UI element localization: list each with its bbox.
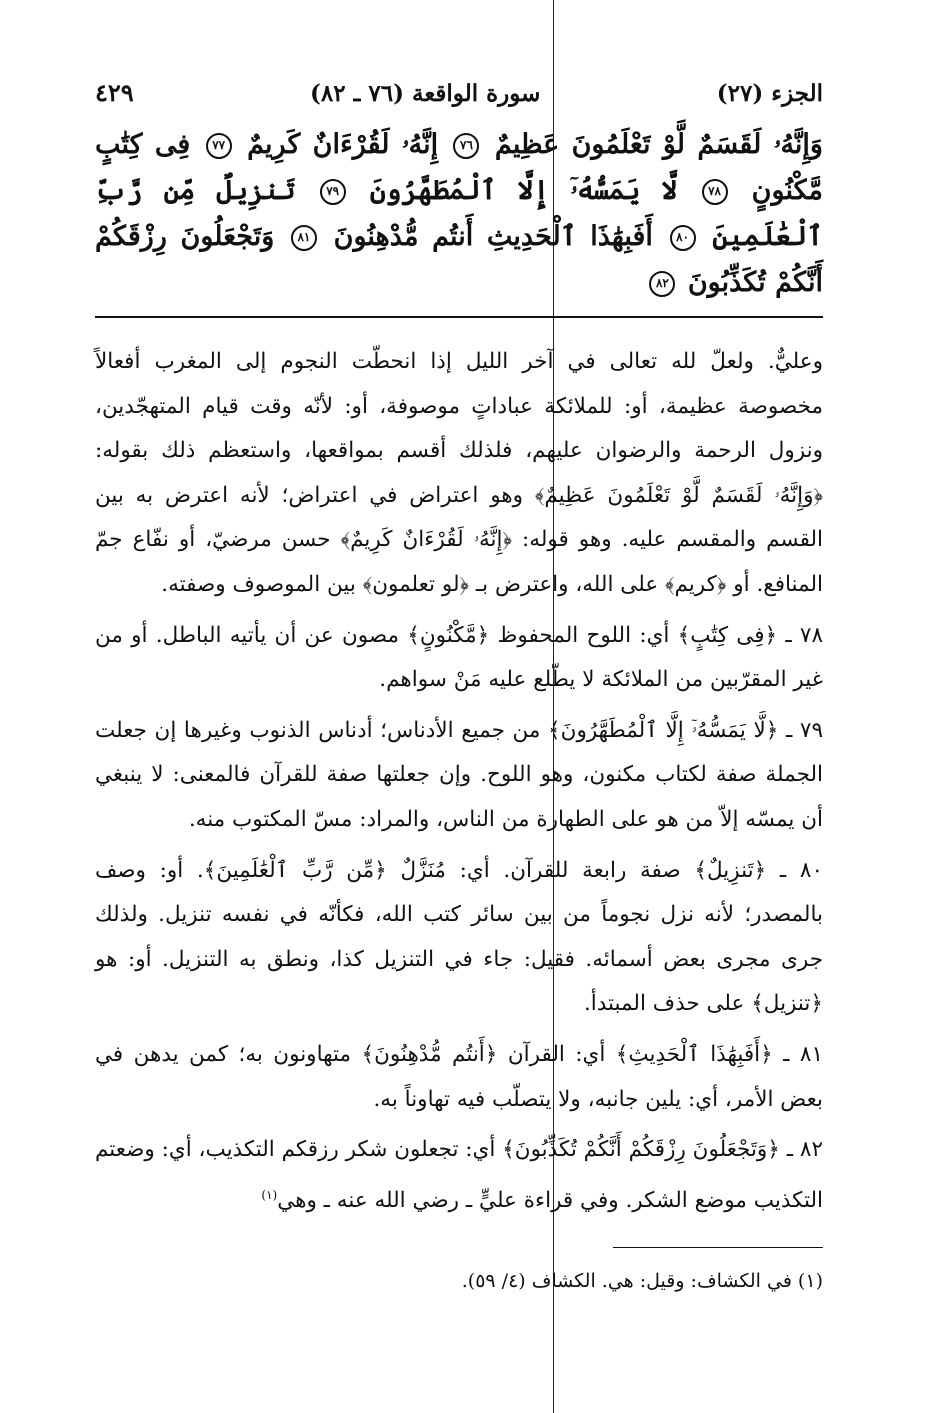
- ayah-number-mark: ٧٨: [702, 179, 728, 205]
- ayah-number-mark: ٨٢: [649, 271, 675, 297]
- verse-text: وَإِنَّهُۥ لَقَسَمٌ لَّوْ تَعْلَمُونَ عَظِيمٌ: [494, 129, 823, 160]
- footnote: (١) في الكشاف: وقيل: هي. الكشاف (٤/ ٥٩).: [461, 1270, 823, 1293]
- surah-title: سورة الواقعة (٧٦ ـ ٨٢): [310, 80, 541, 107]
- commentary-paragraph: ٧٩ ـ ﴿لَّا يَمَسُّهُۥٓ إِلَّا ٱلْمُطَهَّرُونَ﴾ من جميع الأدناس؛ أدناس الذنوب وغيرها إن جعلت الجملة صفة لكتاب مكنون، وهو اللوح. وإن جعلتها صفة للقرآن فالمعنى: لا ينبغي أن يمسّه إلاّ من هو على الطهارة من الناس، والمراد: مسّ المكتوب منه.: [95, 717, 823, 832]
- verse-text: أَفَبِهَٰذَا ٱلْحَدِيثِ أَنتُم مُّدْهِنُونَ: [333, 221, 653, 252]
- verse-text: فِى كِتَٰبٍ مَّكْنُونٍ: [95, 129, 823, 206]
- ayah-number-mark: ٧٧: [206, 133, 232, 159]
- verse-text: إِنَّهُۥ لَقُرْءَانٌ كَرِيمٌ: [247, 129, 439, 160]
- ayah-number-mark: ٨١: [291, 225, 317, 251]
- page-header: [95, 78, 823, 118]
- commentary-paragraph: ٨١ ـ ﴿أَفَبِهَٰذَا ٱلْحَدِيثِ﴾ أي: القرآن ﴿أَنتُم مُّدْهِنُونَ﴾ متهاونون به؛ كمن يدهن في بعض الأمر، أي: يلين جانبه، ولا يتصلّب فيه تهاوناً به.: [95, 1041, 823, 1112]
- header-divider: [95, 316, 823, 318]
- verse-text: وَتَجْعَلُونَ رِزْقَكُمْ أَنَّكُمْ تُكَذِّبُونَ: [95, 221, 823, 298]
- footnote-divider: [613, 1247, 823, 1248]
- commentary-paragraph: ٨٠ ـ ﴿تَنزِيلٌ﴾ صفة رابعة للقرآن. أي: مُنَزَّلٌ ﴿مِّن رَّبِّ ٱلْعَٰلَمِينَ﴾. أو: وصف بالمصدر؛ لأنه نزل نجوماً من بين سائر كتب الله، فكأنّه في نفسه تنزيل. ولذلك جرى مجرى بعض أسمائه. فقيل: جاء في التنزيل كذا، ونطق به التنزيل. أو: هو ﴿تنزيل﴾ على حذف المبتدأ.: [95, 857, 823, 1017]
- page: [95, 78, 823, 1296]
- page-number: ٤٢٩: [95, 78, 134, 107]
- ayah-number-mark: ٧٩: [320, 179, 346, 205]
- ayah-number-mark: ٧٦: [453, 133, 479, 159]
- verse-text: تَنزِيلٌ مِّن رَّبِّ ٱلْعَٰلَمِينَ: [95, 175, 823, 252]
- commentary-paragraph: وعليٌّ. ولعلّ لله تعالى في آخر الليل إذا انحطّت النجوم إلى المغرب أفعالاً مخصوصة عظيمة، أو: للملائكة عباداتٍ موصوفة، أو: لأنّه وقت قيام المتهجّدين، ونزول الرحمة والرضوان عليهم، فلذلك أقسم بمواقعها، واستعظم ذلك بقوله: ﴿وَإِنَّهُۥ لَقَسَمٌ لَّوْ تَعْلَمُونَ عَظِيمٌ﴾ وهو اعتراض في اعتراض؛ لأنه اعترض به بين القسم والمقسم عليه. وهو قوله: ﴿إِنَّهُۥ لَقُرْءَانٌ كَرِيمٌ﴾ حسن مرضيّ، أو نفّاع جمّ المنافع. أو ﴿كريم﴾ على الله، واعترض بـ ﴿لو تعلمون﴾ بين الموصوف وصفته.: [95, 349, 823, 597]
- ayah-number-mark: ٨٠: [670, 225, 696, 251]
- commentary-body: [95, 340, 823, 1223]
- commentary-text: ٨٢ ـ ﴿وَتَجْعَلُونَ رِزْقَكُمْ أَنَّكُمْ تُكَذِّبُونَ﴾ أي: تجعلون شكر رزقكم التكذيب، أي: وضعتم التكذيب موضع الشكر. وفي قراءة عليٍّ ـ رضي الله عنه ـ وهي: [95, 1137, 823, 1213]
- footnote-reference: (١): [261, 1187, 278, 1202]
- verse-text: لَّا يَمَسُّهُۥٓ إِلَّا ٱلْمُطَهَّرُونَ: [369, 175, 678, 206]
- commentary-paragraph: [95, 1128, 823, 1223]
- quran-verses: [95, 122, 823, 306]
- juz-label: الجزء (٢٧): [716, 80, 823, 107]
- commentary-paragraph: ٧٨ ـ ﴿فِى كِتَٰبٍ﴾ أي: اللوح المحفوظ ﴿مَّكْنُونٍ﴾ مصون عن أن يأتيه الباطل. أو من غير المقرّبين من الملائكة لا يطّلع عليه مَنْ سواهم.: [95, 622, 823, 693]
